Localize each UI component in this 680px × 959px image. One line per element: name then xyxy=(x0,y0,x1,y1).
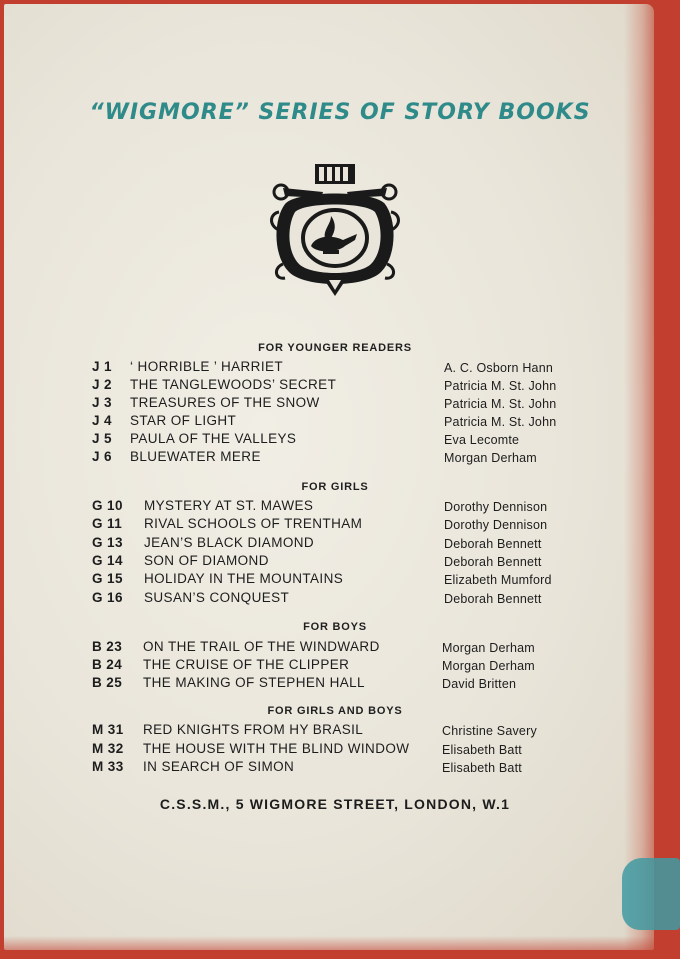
book-title: SUSAN’S CONQUEST xyxy=(144,590,290,605)
book-title: BLUEWATER MERE xyxy=(130,449,261,464)
book-title: THE HOUSE WITH THE BLIND WINDOW xyxy=(143,741,410,756)
book-code: G 11 xyxy=(92,516,123,531)
list-item xyxy=(92,413,592,431)
book-author: Morgan Derham xyxy=(442,659,535,673)
book-title: STAR OF LIGHT xyxy=(130,413,237,428)
list-item xyxy=(92,498,592,516)
list-item xyxy=(92,553,592,571)
list-item xyxy=(92,449,592,467)
book-author: Eva Lecomte xyxy=(444,433,520,447)
book-title: IN SEARCH OF SIMON xyxy=(143,759,295,774)
list-item xyxy=(92,657,592,675)
book-author: Morgan Derham xyxy=(442,641,535,655)
book-author: Christine Savery xyxy=(442,724,537,738)
book-author: Deborah Bennett xyxy=(444,592,542,606)
book-code: B 23 xyxy=(92,639,123,654)
list-item xyxy=(92,395,592,413)
section-title-girls: FOR GIRLS xyxy=(301,481,369,493)
book-author: Patricia M. St. John xyxy=(444,379,557,393)
book-code: G 14 xyxy=(92,553,123,568)
list-item xyxy=(92,516,592,534)
list-item xyxy=(92,759,592,777)
book-author: Morgan Derham xyxy=(444,451,537,465)
list-item xyxy=(92,722,592,740)
book-title: RIVAL SCHOOLS OF TRENTHAM xyxy=(144,516,363,531)
book-title: THE CRUISE OF THE CLIPPER xyxy=(143,657,350,672)
torn-corner-patch xyxy=(622,858,680,930)
book-author: Patricia M. St. John xyxy=(444,397,557,411)
list-item xyxy=(92,741,592,759)
book-author: Dorothy Dennison xyxy=(444,500,548,514)
book-title: ‘ HORRIBLE ’ HARRIET xyxy=(130,359,284,374)
book-code: G 13 xyxy=(92,535,123,550)
publisher-address: C.S.S.M., 5 WIGMORE STREET, LONDON, W.1 xyxy=(159,796,511,812)
book-author: Deborah Bennett xyxy=(444,537,542,551)
book-author: Dorothy Dennison xyxy=(444,518,548,532)
book-author: David Britten xyxy=(442,677,517,691)
book-code: J 2 xyxy=(92,377,112,392)
section-title-younger-readers: FOR YOUNGER READERS xyxy=(258,342,412,354)
book-title: TREASURES OF THE SNOW xyxy=(130,395,320,410)
worn-edge-bottom xyxy=(4,936,654,950)
section-title-girls-and-boys: FOR GIRLS AND BOYS xyxy=(267,705,403,717)
book-author: Elizabeth Mumford xyxy=(444,573,552,587)
list-item xyxy=(92,675,592,693)
lamp-of-learning-crest-icon xyxy=(265,160,405,298)
section-title-boys: FOR BOYS xyxy=(303,621,367,633)
list-item xyxy=(92,590,592,608)
book-author: Deborah Bennett xyxy=(444,555,542,569)
book-author: Patricia M. St. John xyxy=(444,415,557,429)
book-code: B 24 xyxy=(92,657,123,672)
book-title: SON OF DIAMOND xyxy=(144,553,269,568)
list-item xyxy=(92,359,592,377)
book-code: M 31 xyxy=(92,722,124,737)
list-item xyxy=(92,639,592,657)
book-code: G 10 xyxy=(92,498,123,513)
book-code: J 1 xyxy=(92,359,112,374)
list-item xyxy=(92,431,592,449)
book-title: MYSTERY AT ST. MAWES xyxy=(144,498,314,513)
book-title: HOLIDAY IN THE MOUNTAINS xyxy=(144,571,344,586)
book-title: ON THE TRAIL OF THE WINDWARD xyxy=(143,639,380,654)
book-code: M 33 xyxy=(92,759,124,774)
book-title: THE TANGLEWOODS’ SECRET xyxy=(130,377,337,392)
book-code: J 3 xyxy=(92,395,112,410)
book-code: G 15 xyxy=(92,571,123,586)
series-heading: “WIGMORE” SERIES OF STORY BOOKS xyxy=(89,100,591,125)
book-title: RED KNIGHTS FROM HY BRASIL xyxy=(143,722,364,737)
list-item xyxy=(92,571,592,589)
book-code: B 25 xyxy=(92,675,123,690)
book-title: PAULA OF THE VALLEYS xyxy=(130,431,297,446)
book-author: Elisabeth Batt xyxy=(442,743,522,757)
book-title: JEAN’S BLACK DIAMOND xyxy=(144,535,315,550)
book-code: M 32 xyxy=(92,741,124,756)
book-code: J 6 xyxy=(92,449,112,464)
book-author: A. C. Osborn Hann xyxy=(444,361,554,375)
list-item xyxy=(92,535,592,553)
book-code: G 16 xyxy=(92,590,123,605)
book-title: THE MAKING OF STEPHEN HALL xyxy=(143,675,365,690)
book-author: Elisabeth Batt xyxy=(442,761,522,775)
book-code: J 5 xyxy=(92,431,112,446)
book-code: J 4 xyxy=(92,413,112,428)
list-item xyxy=(92,377,592,395)
